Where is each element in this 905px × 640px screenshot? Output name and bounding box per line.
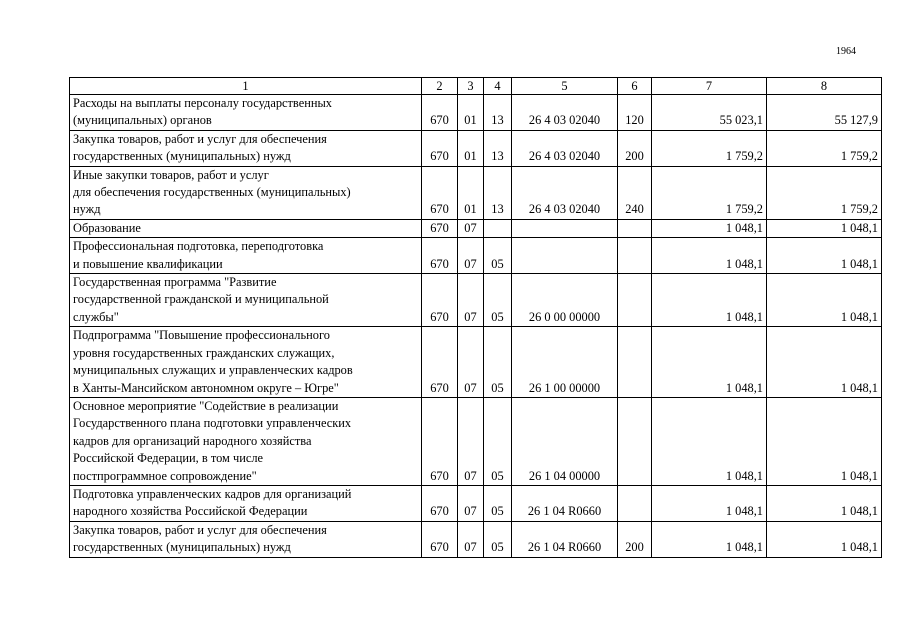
- expense-type-code: [618, 238, 652, 274]
- expense-type-code: 200: [618, 521, 652, 557]
- row-name: [70, 521, 422, 557]
- subsection-code: 05: [484, 521, 512, 557]
- row-name: [70, 327, 422, 398]
- section-code: 07: [458, 238, 484, 274]
- row-name-line: государственных (муниципальных) нужд: [73, 540, 291, 555]
- header-row: [70, 78, 882, 95]
- admin-code: 670: [422, 130, 458, 166]
- amount-year-2: 1 759,2: [767, 130, 882, 166]
- subsection-code: 13: [484, 95, 512, 131]
- amount-year-1: 1 048,1: [652, 397, 767, 485]
- row-name-line: в Ханты-Мансийском автономном округе – Югре": [73, 380, 339, 395]
- admin-code: 670: [422, 485, 458, 521]
- row-name-line: Российской Федерации, в том числе: [73, 451, 264, 466]
- table-row: [70, 130, 882, 166]
- row-name: [70, 485, 422, 521]
- column-header-3: 3: [458, 78, 484, 95]
- table-row: [70, 274, 882, 327]
- amount-year-1: 1 048,1: [652, 274, 767, 327]
- row-name: [70, 95, 422, 131]
- row-name-line: и повышение квалификации: [73, 256, 223, 271]
- amount-year-2: 1 048,1: [767, 521, 882, 557]
- subsection-code: 05: [484, 274, 512, 327]
- row-name: [70, 274, 422, 327]
- section-code: 01: [458, 130, 484, 166]
- row-name: [70, 166, 422, 219]
- row-name-line: Государственного плана подготовки управленческих: [73, 416, 352, 431]
- row-name-line: Профессиональная подготовка, переподготовка: [73, 239, 324, 254]
- subsection-code: 05: [484, 238, 512, 274]
- amount-year-2: 1 048,1: [767, 397, 882, 485]
- target-article-code: 26 4 03 02040: [512, 130, 618, 166]
- row-name-line: Подпрограмма "Повышение профессионального: [73, 328, 330, 343]
- row-name-line: (муниципальных) органов: [73, 113, 212, 128]
- section-code: 07: [458, 485, 484, 521]
- subsection-code: 05: [484, 397, 512, 485]
- row-name: [70, 238, 422, 274]
- budget-table: [69, 77, 882, 558]
- subsection-code: 13: [484, 166, 512, 219]
- section-code: 07: [458, 274, 484, 327]
- target-article-code: 26 4 03 02040: [512, 166, 618, 219]
- target-article-code: 26 1 00 00000: [512, 327, 618, 398]
- row-name-line: Закупка товаров, работ и услуг для обеспечения: [73, 131, 327, 146]
- amount-year-1: 1 048,1: [652, 485, 767, 521]
- row-name-line: кадров для организаций народного хозяйства: [73, 433, 312, 448]
- amount-year-1: 55 023,1: [652, 95, 767, 131]
- section-code: 07: [458, 521, 484, 557]
- page-number: 1964: [836, 46, 856, 57]
- column-header-5: 5: [512, 78, 618, 95]
- section-code: 01: [458, 95, 484, 131]
- column-header-8: 8: [767, 78, 882, 95]
- row-name-line: Подготовка управленческих кадров для организаций: [73, 486, 352, 501]
- row-name: [70, 219, 422, 237]
- table-row: [70, 166, 882, 219]
- expense-type-code: [618, 327, 652, 398]
- target-article-code: [512, 219, 618, 237]
- amount-year-1: 1 048,1: [652, 238, 767, 274]
- table-row: [70, 521, 882, 557]
- amount-year-2: 1 048,1: [767, 485, 882, 521]
- row-name-line: службы": [73, 309, 119, 324]
- amount-year-1: 1 048,1: [652, 521, 767, 557]
- amount-year-2: 1 759,2: [767, 166, 882, 219]
- table-body: [70, 95, 882, 558]
- row-name-line: Образование: [73, 220, 141, 235]
- subsection-code: [484, 219, 512, 237]
- row-name-line: для обеспечения государственных (муниципальных): [73, 185, 351, 200]
- row-name: [70, 397, 422, 485]
- table-row: [70, 397, 882, 485]
- row-name-line: нужд: [73, 202, 101, 217]
- amount-year-2: 1 048,1: [767, 219, 882, 237]
- expense-type-code: [618, 274, 652, 327]
- row-name-line: Иные закупки товаров, работ и услуг: [73, 167, 269, 182]
- row-name: [70, 130, 422, 166]
- column-header-4: 4: [484, 78, 512, 95]
- row-name-line: уровня государственных гражданских служащих,: [73, 345, 335, 360]
- table-row: [70, 238, 882, 274]
- row-name-line: государственных (муниципальных) нужд: [73, 149, 291, 164]
- expense-type-code: [618, 219, 652, 237]
- row-name-line: Государственная программа "Развитие: [73, 275, 277, 290]
- column-header-7: 7: [652, 78, 767, 95]
- target-article-code: 26 0 00 00000: [512, 274, 618, 327]
- section-code: 07: [458, 327, 484, 398]
- admin-code: 670: [422, 238, 458, 274]
- row-name-line: государственной гражданской и муниципальной: [73, 292, 329, 307]
- admin-code: 670: [422, 219, 458, 237]
- amount-year-1: 1 048,1: [652, 327, 767, 398]
- column-header-1: 1: [70, 78, 422, 95]
- admin-code: 670: [422, 95, 458, 131]
- admin-code: 670: [422, 274, 458, 327]
- target-article-code: 26 1 04 00000: [512, 397, 618, 485]
- row-name-line: Расходы на выплаты персоналу государственных: [73, 96, 332, 110]
- table-row: [70, 95, 882, 131]
- row-name-line: Закупка товаров, работ и услуг для обеспечения: [73, 522, 327, 537]
- subsection-code: 05: [484, 327, 512, 398]
- row-name-line: постпрограммное сопровождение": [73, 468, 257, 483]
- section-code: 01: [458, 166, 484, 219]
- amount-year-1: 1 759,2: [652, 166, 767, 219]
- expense-type-code: [618, 397, 652, 485]
- amount-year-1: 1 048,1: [652, 219, 767, 237]
- target-article-code: 26 1 04 R0660: [512, 521, 618, 557]
- amount-year-2: 1 048,1: [767, 274, 882, 327]
- subsection-code: 13: [484, 130, 512, 166]
- table-row: [70, 219, 882, 237]
- row-name-line: народного хозяйства Российской Федерации: [73, 504, 308, 519]
- subsection-code: 05: [484, 485, 512, 521]
- column-header-2: 2: [422, 78, 458, 95]
- row-name-line: муниципальных служащих и управленческих кадров: [73, 363, 353, 378]
- target-article-code: 26 4 03 02040: [512, 95, 618, 131]
- expense-type-code: 240: [618, 166, 652, 219]
- expense-type-code: 200: [618, 130, 652, 166]
- admin-code: 670: [422, 327, 458, 398]
- column-header-6: 6: [618, 78, 652, 95]
- admin-code: 670: [422, 397, 458, 485]
- target-article-code: [512, 238, 618, 274]
- admin-code: 670: [422, 521, 458, 557]
- amount-year-2: 55 127,9: [767, 95, 882, 131]
- amount-year-2: 1 048,1: [767, 327, 882, 398]
- amount-year-2: 1 048,1: [767, 238, 882, 274]
- expense-type-code: 120: [618, 95, 652, 131]
- table-row: [70, 485, 882, 521]
- expense-type-code: [618, 485, 652, 521]
- target-article-code: 26 1 04 R0660: [512, 485, 618, 521]
- table-row: [70, 327, 882, 398]
- section-code: 07: [458, 397, 484, 485]
- amount-year-1: 1 759,2: [652, 130, 767, 166]
- section-code: 07: [458, 219, 484, 237]
- row-name-line: Основное мероприятие "Содействие в реализации: [73, 398, 339, 413]
- admin-code: 670: [422, 166, 458, 219]
